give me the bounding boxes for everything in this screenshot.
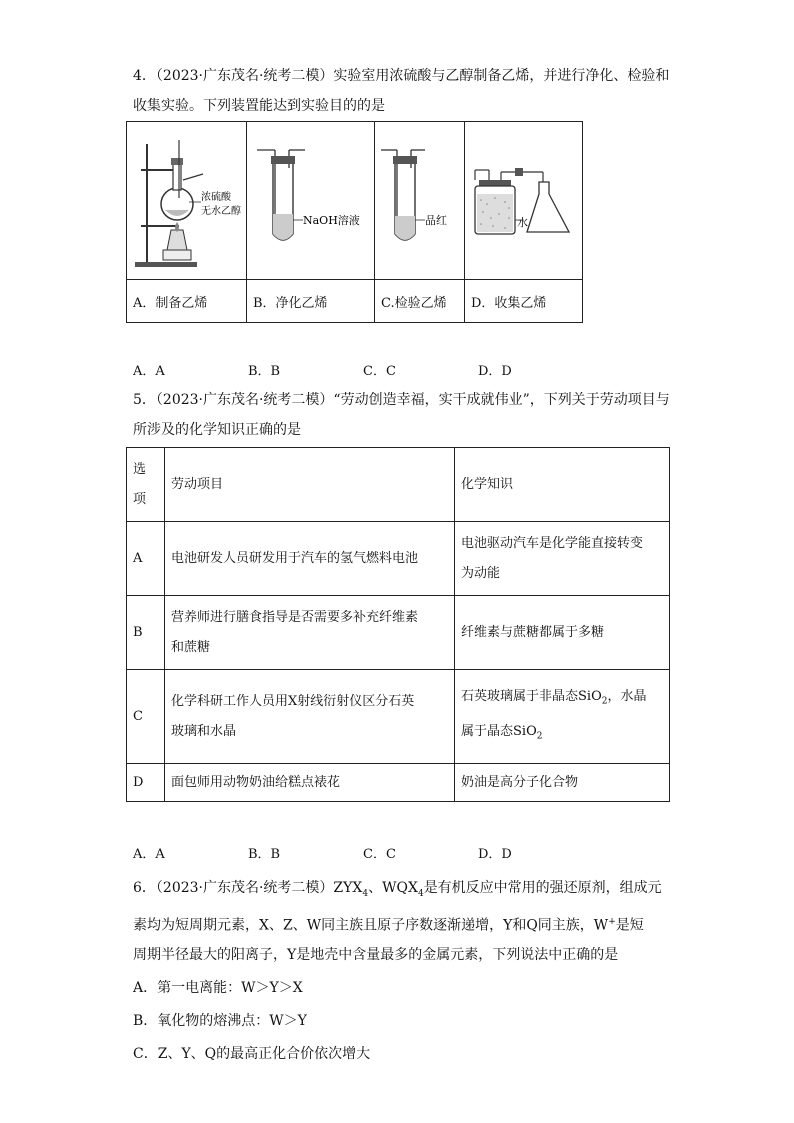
row-a-knowledge bbox=[455, 522, 670, 596]
header-option-l2: 项 bbox=[133, 491, 147, 507]
q4-choice-d: D．D bbox=[478, 364, 512, 379]
header-project: 劳动项目 bbox=[165, 448, 455, 522]
q5-stem-line2: 所涉及的化学知识正确的是 bbox=[133, 422, 301, 438]
q6-stem-line2 bbox=[133, 912, 644, 936]
table-row bbox=[127, 670, 670, 764]
q4-stem-line1: 4．（2023·广东茂名·统考二模）实验室用浓硫酸与乙醇制备乙烯，并进行净化、检验和 bbox=[133, 68, 670, 84]
naoh-washing-tube-figure bbox=[247, 122, 375, 279]
q5-choices bbox=[133, 843, 593, 862]
q4-choice-a: A．A bbox=[133, 364, 165, 379]
row-c-k1sub: 2 bbox=[601, 696, 608, 707]
header-knowledge: 化学知识 bbox=[455, 448, 670, 522]
q6-option-b: B．氧化物的熔沸点：W＞Y bbox=[133, 1013, 307, 1029]
q6-l1sub1: 4 bbox=[362, 888, 369, 899]
water-collection-figure bbox=[465, 122, 583, 279]
row-b-project-l2: 和蔗糖 bbox=[171, 639, 211, 655]
table-row bbox=[127, 764, 670, 802]
q5-choice-c: C．C bbox=[363, 847, 396, 862]
row-b-opt: B bbox=[127, 596, 165, 670]
row-a-project: 电池研发人员研发用于汽车的氢气燃料电池 bbox=[165, 522, 455, 596]
row-d-knowledge: 奶油是高分子化合物 bbox=[455, 764, 670, 802]
q5-stem-line1: 5．（2023·广东茂名·统考二模）“劳动创造幸福，实干成就伟业”，下列关于劳动项目与 bbox=[133, 392, 670, 408]
row-c-project-l1: 化学科研工作人员用X射线衍射仪区分石英 bbox=[171, 693, 415, 709]
table-row bbox=[127, 522, 670, 596]
apparatus-b-cell bbox=[247, 122, 375, 280]
caption-d: D．收集乙烯 bbox=[465, 280, 583, 323]
header-option-l1: 选 bbox=[133, 461, 147, 477]
row-a-knowledge-l2: 为动能 bbox=[461, 565, 501, 581]
q5-choice-a: A．A bbox=[133, 847, 165, 862]
row-c-knowledge-l1 bbox=[461, 682, 663, 717]
row-b-project bbox=[165, 596, 455, 670]
q4-stem-line2: 收集实验。下列装置能达到实验目的的是 bbox=[133, 98, 385, 114]
table-row bbox=[127, 596, 670, 670]
row-a-knowledge-l1: 电池驱动汽车是化学能直接转变 bbox=[461, 535, 644, 551]
label-conc-acid: 浓硫酸 bbox=[201, 192, 231, 203]
label-water: 水 bbox=[517, 216, 528, 229]
row-c-knowledge-l2 bbox=[461, 717, 663, 752]
q5-choice-b: B．B bbox=[248, 847, 281, 862]
row-c-knowledge bbox=[455, 670, 670, 764]
row-c-project bbox=[165, 670, 455, 764]
row-d-project: 面包师用动物奶油给糕点裱花 bbox=[165, 764, 455, 802]
row-c-k1b: ，水晶 bbox=[607, 688, 647, 704]
q6-l1a: 6．（2023·广东茂名·统考二模）ZYX bbox=[133, 880, 363, 896]
q5-header-row bbox=[127, 448, 670, 522]
row-b-project-l1: 营养师进行膳食指导是否需要多补充纤维素 bbox=[171, 609, 419, 625]
label-pinhong: 品红 bbox=[425, 214, 447, 227]
caption-a: A．制备乙烯 bbox=[127, 280, 247, 323]
caption-c: C.检验乙烯 bbox=[375, 280, 465, 323]
row-b-knowledge: 纤维素与蔗糖都属于多糖 bbox=[455, 596, 670, 670]
label-naoh: NaOH溶液 bbox=[303, 214, 360, 227]
row-c-k2a: 属于晶态SiO bbox=[461, 723, 537, 739]
q6-l1c: 是有机反应中常用的强还原剂，组成元 bbox=[423, 880, 662, 896]
apparatus-a-cell bbox=[127, 122, 247, 280]
ethylene-prep-apparatus-figure bbox=[127, 122, 247, 279]
caption-b: B．净化乙烯 bbox=[247, 280, 375, 323]
q6-option-c: C．Z、Y、Q的最高正化合价依次增大 bbox=[133, 1046, 371, 1062]
q5-table bbox=[126, 447, 670, 802]
q4-apparatus-table bbox=[126, 121, 583, 323]
q6-l2sup: + bbox=[608, 917, 616, 927]
q6-option-a: A．第一电离能：W＞Y＞X bbox=[133, 980, 303, 996]
label-ethanol: 无水乙醇 bbox=[201, 206, 241, 217]
q6-stem-line3: 周期半径最大的阳离子，Y是地壳中含量最多的金属元素，下列说法中正确的是 bbox=[133, 947, 619, 963]
row-c-k1a: 石英玻璃属于非晶态SiO bbox=[461, 688, 602, 704]
q6-l2: 素均为短周期元素，X、Z、W同主族且原子序数逐渐递增，Y和Q同主族，W bbox=[133, 917, 609, 934]
q6-stem-line1 bbox=[133, 878, 662, 904]
q4-choice-c: C．C bbox=[363, 364, 396, 379]
row-a-opt: A bbox=[127, 522, 165, 596]
pinhong-test-tube-figure bbox=[375, 122, 465, 279]
row-c-k2sub: 2 bbox=[536, 731, 543, 742]
q4-choice-b: B．B bbox=[248, 364, 281, 379]
row-c-opt: C bbox=[127, 670, 165, 764]
header-option bbox=[127, 448, 165, 522]
q4-choices bbox=[133, 360, 593, 379]
row-d-opt: D bbox=[127, 764, 165, 802]
row-c-project-l2: 玻璃和水晶 bbox=[171, 723, 237, 739]
apparatus-c-cell bbox=[375, 122, 465, 280]
q5-choice-d: D．D bbox=[478, 847, 512, 862]
q6-l1b: 、WQX bbox=[368, 880, 418, 896]
q6-l1sub2: 4 bbox=[417, 888, 424, 899]
q6-l2b: 是短 bbox=[615, 917, 644, 934]
apparatus-d-cell bbox=[465, 122, 583, 280]
